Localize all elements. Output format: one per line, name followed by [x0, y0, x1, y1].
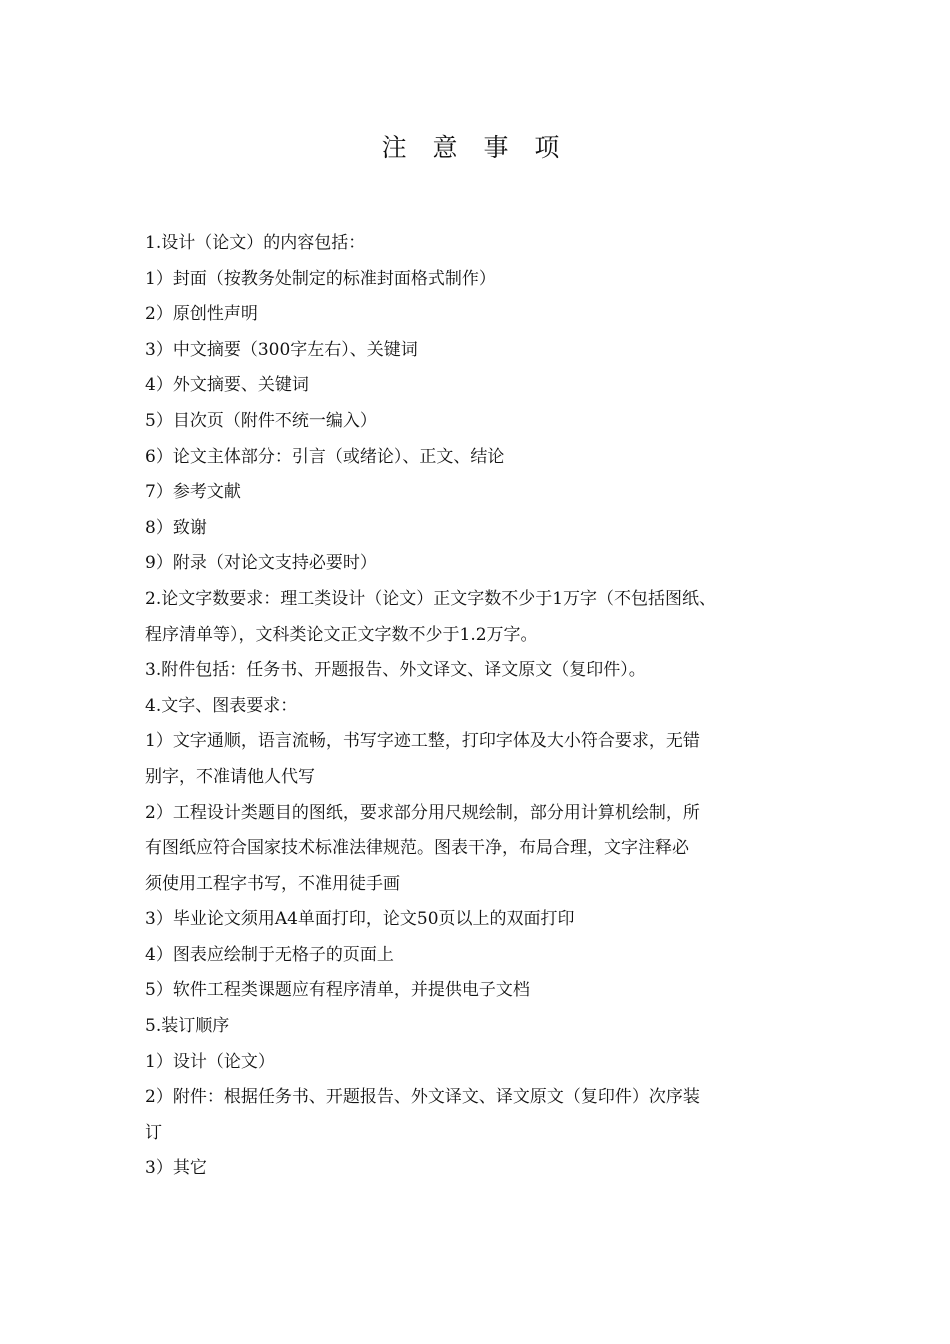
list-item: 1）封面（按教务处制定的标准封面格式制作） [145, 268, 496, 289]
list-item: 2）附件：根据任务书、开题报告、外文译文、译文原文（复印件）次序装 [145, 1087, 700, 1108]
section-1-heading: 1.设计（论文）的内容包括： [145, 233, 366, 253]
page-title: 注 意 事 项 [381, 133, 569, 162]
list-item: 3）其它 [145, 1158, 207, 1179]
list-item: 9）附录（对论文支持必要时） [145, 553, 377, 574]
list-item: 2）原创性声明 [145, 304, 258, 325]
list-item-continuation: 须使用工程字书写，不准用徒手画 [145, 873, 400, 894]
list-item: 2）工程设计类题目的图纸，要求部分用尺规绘制，部分用计算机绘制，所 [145, 802, 700, 823]
section-2-line: 2.论文字数要求：理工类设计（论文）正文字数不少于1万字（不包括图纸、 [145, 588, 717, 609]
list-item: 4）图表应绘制于无格子的页面上 [145, 944, 394, 965]
list-item: 5）软件工程类课题应有程序清单，并提供电子文档 [145, 980, 530, 1001]
section-3-heading: 3.附件包括：任务书、开题报告、外文译文、译文原文（复印件）。 [145, 660, 646, 681]
section-5-heading: 5.装订顺序 [145, 1016, 230, 1037]
section-4-heading: 4.文字、图表要求： [145, 695, 298, 716]
list-item: 7）参考文献 [145, 482, 241, 503]
list-item: 4）外文摘要、关键词 [145, 375, 309, 396]
list-item-continuation: 订 [145, 1122, 162, 1143]
list-item: 6）论文主体部分：引言（或绪论）、正文、结论 [145, 446, 505, 467]
list-item: 1）文字通顺，语言流畅，书写字迹工整，打印字体及大小符合要求，无错 [145, 731, 700, 752]
document-body [145, 226, 805, 1187]
section-2-line: 程序清单等），文科类论文正文字数不少于1.2万字。 [145, 624, 538, 645]
list-item: 1）设计（论文） [145, 1051, 275, 1072]
list-item-continuation: 有图纸应符合国家技术标准法律规范。图表干净，布局合理，文字注释必 [145, 838, 689, 859]
list-item: 5）目次页（附件不统一编入） [145, 410, 377, 431]
list-item: 8）致谢 [145, 517, 207, 538]
list-item-continuation: 别字，不准请他人代写 [145, 766, 315, 787]
list-item: 3）毕业论文须用A4单面打印，论文50页以上的双面打印 [145, 909, 575, 930]
list-item: 3）中文摘要（300字左右）、关键词 [145, 339, 418, 360]
